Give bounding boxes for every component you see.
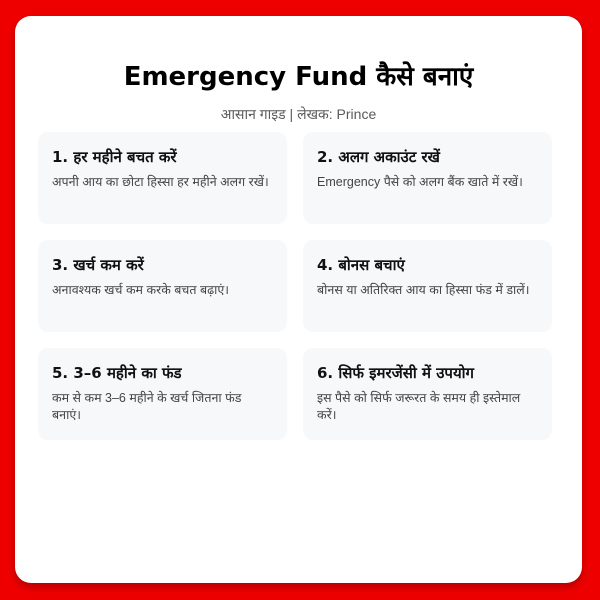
tip-description: Emergency पैसे को अलग बैंक खाते में रखें।: [317, 175, 523, 189]
tip-description: बोनस या अतिरिक्त आय का हिस्सा फंड में डालें।: [317, 283, 530, 297]
tip-title: 4. बोनस बचाएं: [317, 256, 405, 274]
tip-title: 5. 3–6 महीने का फंड: [52, 364, 182, 382]
tip-card-6: [303, 348, 552, 440]
tip-title: 6. सिर्फ इमरजेंसी में उपयोग: [317, 364, 474, 382]
tips-grid: [38, 132, 552, 440]
tip-card-4: [303, 240, 552, 332]
tip-description: कम से कम 3–6 महीने के खर्च जितना फंड बनाएं।: [52, 391, 242, 422]
main-card: [15, 16, 582, 583]
tip-title: 3. खर्च कम करें: [52, 256, 144, 274]
tip-card-5: [38, 348, 287, 440]
tip-description: अपनी आय का छोटा हिस्सा हर महीने अलग रखें।: [52, 175, 269, 189]
tip-title: 1. हर महीने बचत करें: [52, 148, 177, 166]
tip-title: 2. अलग अकाउंट रखें: [317, 148, 440, 166]
tip-card-1: [38, 132, 287, 224]
tip-description: इस पैसे को सिर्फ जरूरत के समय ही इस्तेमाल करें।: [317, 391, 521, 422]
page-subtitle: आसान गाइड | लेखक: Prince: [220, 106, 377, 122]
page-title: Emergency Fund कैसे बनाएं: [123, 62, 474, 92]
tip-description: अनावश्यक खर्च कम करके बचत बढ़ाएं।: [52, 283, 230, 297]
tip-card-2: [303, 132, 552, 224]
tip-card-3: [38, 240, 287, 332]
